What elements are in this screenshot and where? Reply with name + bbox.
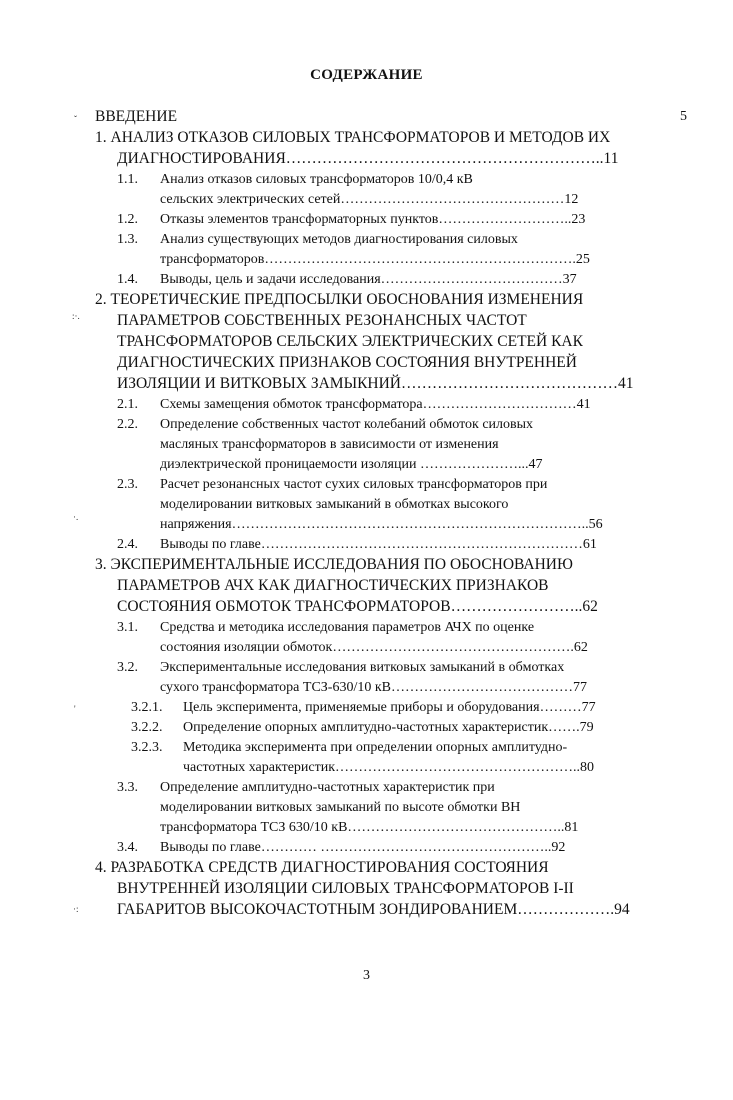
- toc-num: 3.2.: [117, 660, 138, 675]
- toc-section-3-3: Определение амплитудно-частотных характеристик при: [160, 780, 495, 795]
- toc-section-3-2-1: Цель эксперимента, применяемые приборы и оборудования………77: [183, 700, 596, 715]
- scan-mark: :·.: [72, 311, 80, 321]
- toc-num: 3.2.3.: [131, 740, 163, 755]
- toc-num: 3.2.1.: [131, 700, 163, 715]
- toc-num: 3.3.: [117, 780, 138, 795]
- toc-chapter-1-cont: ДИАГНОСТИРОВАНИЯ……………………………………………………..11: [117, 150, 619, 167]
- toc-section-1-1: Анализ отказов силовых трансформаторов 10/0,4 кВ: [160, 172, 473, 187]
- toc-section-3-2-3: Методика эксперимента при определении опорных амплитудно-: [183, 740, 568, 755]
- scan-mark: ·.: [73, 512, 79, 522]
- toc-section-1-3: Анализ существующих методов диагностирования силовых: [160, 232, 518, 247]
- toc-section-3-2: Экспериментальные исследования витковых замыканий в обмотках: [160, 660, 565, 675]
- toc-num: 3.4.: [117, 840, 138, 855]
- toc-section-2-2-cont: диэлектрической проницаемости изоляции …………………...47: [160, 457, 543, 472]
- toc-chapter-4-cont: ГАБАРИТОВ ВЫСОКОЧАСТОТНЫМ ЗОНДИРОВАНИЕМ……………….94: [117, 901, 630, 918]
- page-title: СОДЕРЖАНИЕ: [310, 67, 423, 83]
- toc-section-2-1: Схемы замещения обмоток трансформатора……………………………41: [160, 397, 591, 412]
- toc-num: 2.1.: [117, 397, 138, 412]
- page-number: 3: [363, 968, 370, 983]
- toc-chapter-4: 4. РАЗРАБОТКА СРЕДСТВ ДИАГНОСТИРОВАНИЯ СОСТОЯНИЯ: [95, 859, 549, 876]
- toc-section-3-3-cont: трансформатора ТСЗ 630/10 кВ………………………………………..81: [160, 820, 579, 835]
- toc-num: 1.4.: [117, 272, 138, 287]
- toc-chapter-3-cont: ПАРАМЕТРОВ АЧХ КАК ДИАГНОСТИЧЕСКИХ ПРИЗНАКОВ: [117, 577, 549, 594]
- toc-chapter-2-cont: ДИАГНОСТИЧЕСКИХ ПРИЗНАКОВ СОСТОЯНИЯ ВНУТРЕННЕЙ: [117, 354, 577, 371]
- toc-chapter-3-cont: СОСТОЯНИЯ ОБМОТОК ТРАНСФОРМАТОРОВ……………………..62: [117, 598, 598, 615]
- toc-section-3-4: Выводы по главе………… …………………………………………..92: [160, 840, 566, 855]
- toc-section-1-1-cont: сельских электрических сетей…………………………………………12: [160, 192, 579, 207]
- toc-num: 1.3.: [117, 232, 138, 247]
- toc-entry-intro-page: 5: [680, 109, 687, 124]
- toc-num: 3.2.2.: [131, 720, 163, 735]
- toc-section-3-2-3-cont: частотных характеристик……………………………………………..80: [183, 760, 595, 775]
- toc-section-1-3-cont: трансформаторов………………………………………………………….25: [160, 252, 590, 267]
- toc-chapter-2-cont: ТРАНСФОРМАТОРОВ СЕЛЬСКИХ ЭЛЕКТРИЧЕСКИХ СЕТЕЙ КАК: [117, 333, 583, 350]
- toc-entry-intro: ВВЕДЕНИЕ: [95, 108, 178, 125]
- toc-section-1-4: Выводы, цель и задачи исследования…………………………………37: [160, 272, 577, 287]
- toc-chapter-2-cont: ПАРАМЕТРОВ СОБСТВЕННЫХ РЕЗОНАНСНЫХ ЧАСТОТ: [117, 312, 527, 329]
- toc-section-2-3-cont: напряжения…………………………………………………………………..56: [160, 517, 603, 532]
- toc-num: 2.4.: [117, 537, 138, 552]
- toc-num: 1.2.: [117, 212, 138, 227]
- toc-num: 3.1.: [117, 620, 138, 635]
- toc-section-2-3-cont: моделировании витковых замыканий в обмотках высокого: [160, 497, 509, 512]
- toc-chapter-1: 1. АНАЛИЗ ОТКАЗОВ СИЛОВЫХ ТРАНСФОРМАТОРОВ И МЕТОДОВ ИХ: [95, 129, 611, 146]
- toc-num: 2.2.: [117, 417, 138, 432]
- toc-section-2-2: Определение собственных частот колебаний обмоток силовых: [160, 417, 534, 432]
- toc-num: 2.3.: [117, 477, 138, 492]
- toc-num: 1.1.: [117, 172, 138, 187]
- toc-section-3-1: Средства и методика исследования параметров АЧХ по оценке: [160, 620, 535, 635]
- toc-section-2-4: Выводы по главе……………………………………………………………61: [160, 537, 597, 552]
- toc-section-2-3: Расчет резонансных частот сухих силовых трансформаторов при: [160, 477, 548, 492]
- toc-section-1-2: Отказы элементов трансформаторных пунктов………………………..23: [160, 212, 586, 227]
- toc-chapter-3: 3. ЭКСПЕРИМЕНТАЛЬНЫЕ ИССЛЕДОВАНИЯ ПО ОБОСНОВАНИЮ: [95, 556, 573, 573]
- toc-section-3-2-2: Определение опорных амплитудно-частотных характеристик…….79: [183, 720, 594, 735]
- scan-mark: ·:: [73, 904, 79, 914]
- scan-mark: ˇ: [74, 114, 77, 124]
- toc-section-3-3-cont: моделировании витковых замыканий по высоте обмотки ВН: [160, 800, 521, 815]
- toc-chapter-4-cont: ВНУТРЕННЕЙ ИЗОЛЯЦИИ СИЛОВЫХ ТРАНСФОРМАТОРОВ I-II: [117, 880, 574, 897]
- toc-section-3-2-cont: сухого трансформатора ТСЗ-630/10 кВ…………………………………77: [160, 680, 587, 695]
- toc-chapter-2: 2. ТЕОРЕТИЧЕСКИЕ ПРЕДПОСЫЛКИ ОБОСНОВАНИЯ ИЗМЕНЕНИЯ: [95, 291, 584, 308]
- toc-chapter-2-cont: ИЗОЛЯЦИИ И ВИТКОВЫХ ЗАМЫКНИЙ……………………………………41: [117, 375, 634, 392]
- scan-mark: ': [74, 704, 76, 714]
- toc-section-2-2-cont: масляных трансформаторов в зависимости от изменения: [160, 437, 499, 452]
- toc-section-3-1-cont: состояния изоляции обмоток…………………………………………….62: [160, 640, 588, 655]
